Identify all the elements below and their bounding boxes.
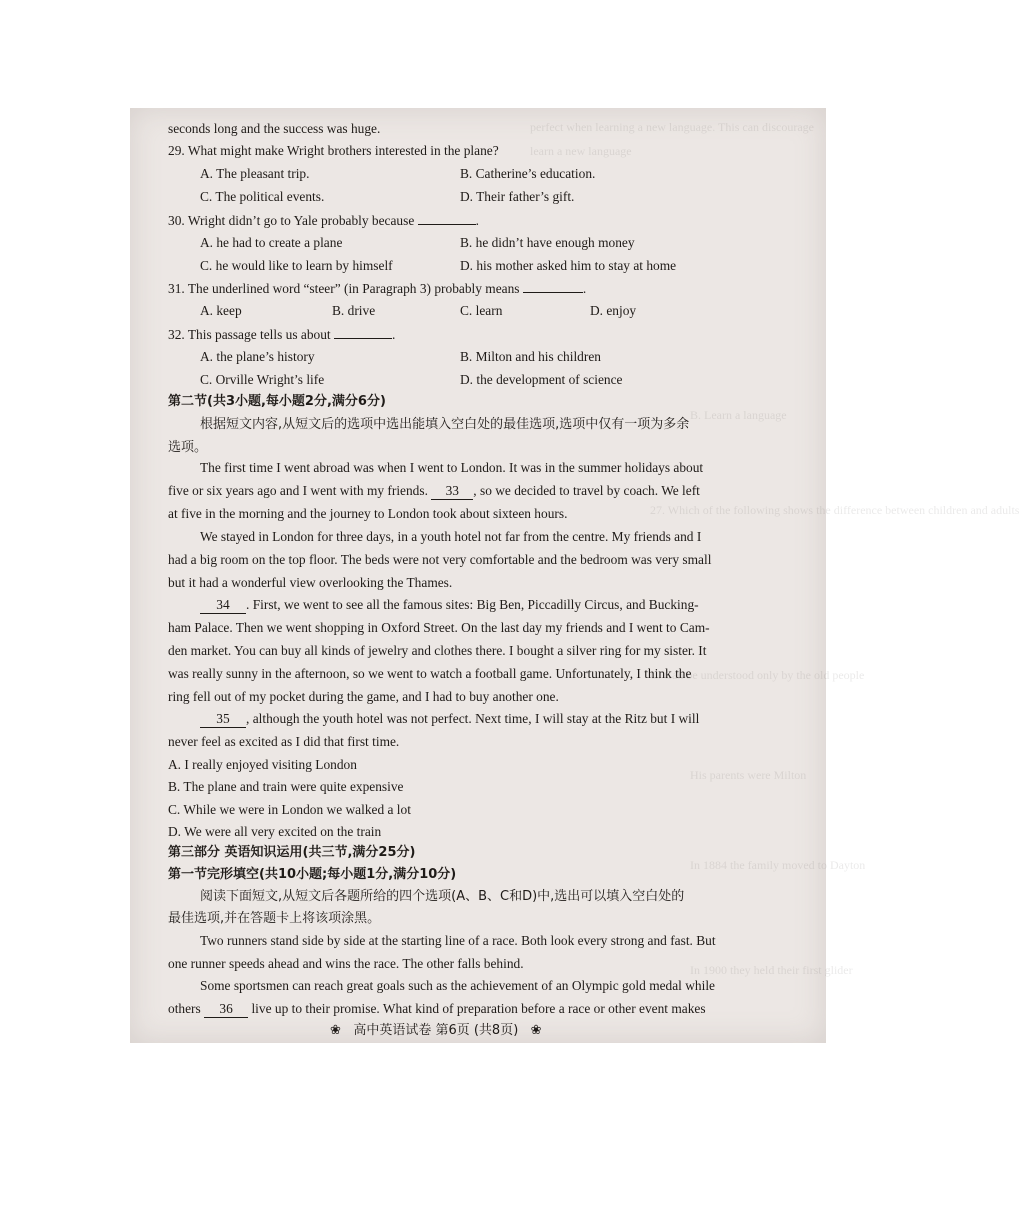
paragraph-line: We stayed in London for three days, in a youth hotel not far from the centre. My friends and I <box>200 529 702 544</box>
option-d: D. We were all very excited on the train <box>168 824 382 839</box>
answer-blank <box>334 326 392 339</box>
answer-blank <box>418 212 476 225</box>
option: A. keep <box>200 303 242 318</box>
page-footer <box>330 1023 542 1039</box>
paragraph-line: The first time I went abroad was when I went to London. It was in the summer holidays about <box>200 460 704 475</box>
option: D. the development of science <box>460 372 623 387</box>
option: B. he didn’t have enough money <box>460 235 635 250</box>
question-32: 32. This passage tells us about . <box>168 327 396 342</box>
section-heading: 第一节完形填空(共10小题;每小题1分,满分10分) <box>168 867 457 882</box>
option: A. The pleasant trip. <box>200 166 310 181</box>
paragraph-line: ring fell out of my pocket during the game, and I had to buy another one. <box>168 689 559 704</box>
instructions: 选项。 <box>168 440 208 455</box>
question-29: 29. What might make Wright brothers interested in the plane? <box>168 143 499 158</box>
option: C. Orville Wright’s life <box>200 372 325 387</box>
ornament-icon: ❀ <box>530 1023 542 1038</box>
paragraph-line: at five in the morning and the journey to London took about sixteen hours. <box>168 506 568 521</box>
footer-text: 高中英语试卷 第6页 (共8页) <box>353 1023 519 1038</box>
option-b: B. The plane and train were quite expensive <box>168 779 404 794</box>
option-c: C. While we were in London we walked a lot <box>168 802 411 817</box>
blank-34: 34 <box>200 597 246 614</box>
option: D. enjoy <box>590 303 637 318</box>
section-heading: 第二节(共3小题,每小题2分,满分6分) <box>168 394 386 409</box>
text-line: seconds long and the success was huge. <box>168 121 381 136</box>
instructions: 根据短文内容,从短文后的选项中选出能填入空白处的最佳选项,选项中仅有一项为多余 <box>200 417 690 432</box>
paragraph-line: others 36 live up to their promise. What kind of preparation before a race or other event makes <box>168 1001 706 1016</box>
option: C. learn <box>460 303 503 318</box>
option: D. Their father’s gift. <box>460 189 575 204</box>
answer-blank <box>523 280 583 293</box>
paragraph-line: 35 , although the youth hotel was not perfect. Next time, I will stay at the Ritz but I will <box>200 711 699 728</box>
scanned-page: perfect when learning a new language. This can discourage learn a new language B. Learn a language 27. Which of the following shows the difference between children and adults C. Can be understood only by the old people His parents were Milton In 1884 the family moved to Dayton In 1900 they held their first glider seconds long and the success was huge. 29. What might make Wright brothers interested in the plane? A. The pleasant trip. B. Catherine’s education. C. The political events. D. Their father’s gift. 30. Wright didn’t go to Yale probably because . A. he had to create a plane B. he didn’t have enough money C. he would like to learn by himself D. his mother asked him to stay at home 31. The underlined word “steer” (in Paragraph 3) probably means . A. keep B. drive C. learn D. enjoy 32. This passage tells us about . A. the plane’s history B. Milton and his children C. Orville Wright’s life D. the development of science 第二节(共3小题,每小题2分,满分6分) 根据短文内容,从短文后的选项中选出能填入空白处的最佳选项,选项中仅有一项为多余 选项。 The first time I went abroad was when I went to London. It was in the summer holidays about five or six years ago and I went with my friends. 33 , so we decided to travel by coach. We left at five in the morning and the journey to London took about sixteen hours. We stayed in London for three days, in a youth hotel not far from the centre. My friends and I had a big room on the top floor. The beds were not very comfortable and the bedroom was very small but it had a wonderful view overlooking the Thames. 34 . First, we went to see all the famous sites: Big Ben, Piccadilly Circus, and Bucking- ham Palace. Then we went shopping in Oxford Street. On the last day my friends and I went to Cam- den market. You can buy all kinds of jewelry and clothes there. I bought a silver ring for my sister. It was really sunny in the afternoon, so we went to watch a football game. Unfortunately, I think the ring fell out of my pocket during the game, and I had to buy another one. 35 , although the youth hotel was not perfect. Next time, I will stay at the Ritz but I will never feel as excited as I did that first time. A. I really enjoyed visiting London B. The plane and train were quite expensive C. While we were in London we walked a lot D. We were all very excited on the train 第三部分 英语知识运用(共三节,满分25分) 第一节完形填空(共10小题;每小题1分,满分10分) 阅读下面短文,从短文后各题所给的四个选项(A、B、C和D)中,选出可以填入空白处的 最佳选项,并在答题卡上将该项涂黑。 Two runners stand side by side at the starting line of a race. Both look every strong and fast. But one runner speeds ahead and wins the race. The other falls behind. Some sportsmen can reach great goals such as the achievement of an Olympic gold medal while others 36 live up to their promise. What kind of preparation before a race or other event makes ❀ 高中英语试卷 第6页 (共8页) ❀ <box>130 108 826 1043</box>
instructions: 阅读下面短文,从短文后各题所给的四个选项(A、B、C和D)中,选出可以填入空白处的 <box>200 889 685 904</box>
option: B. Milton and his children <box>460 349 601 364</box>
option: A. the plane’s history <box>200 349 315 364</box>
blank-33: 33 <box>431 483 473 500</box>
paragraph-line: one runner speeds ahead and wins the race. The other falls behind. <box>168 956 524 971</box>
option-a: A. I really enjoyed visiting London <box>168 757 357 772</box>
option: C. The political events. <box>200 189 325 204</box>
part-heading: 第三部分 英语知识运用(共三节,满分25分) <box>168 845 416 860</box>
paragraph-line: Some sportsmen can reach great goals such as the achievement of an Olympic gold medal while <box>200 978 716 993</box>
paragraph-line: five or six years ago and I went with my friends. 33 , so we decided to travel by coach. We left <box>168 483 700 498</box>
paragraph-line: never feel as excited as I did that first time. <box>168 734 400 749</box>
option: B. Catherine’s education. <box>460 166 596 181</box>
question-31: 31. The underlined word “steer” (in Paragraph 3) probably means . <box>168 281 587 296</box>
paragraph-line: was really sunny in the afternoon, so we went to watch a football game. Unfortunately, I think the <box>168 666 692 681</box>
option: A. he had to create a plane <box>200 235 343 250</box>
paragraph-line: 34 . First, we went to see all the famous sites: Big Ben, Piccadilly Circus, and Bucking- <box>200 597 699 614</box>
blank-35: 35 <box>200 711 246 728</box>
blank-36: 36 <box>204 1001 248 1018</box>
paragraph-line: ham Palace. Then we went shopping in Oxford Street. On the last day my friends and I went to Cam- <box>168 620 710 635</box>
option: D. his mother asked him to stay at home <box>460 258 677 273</box>
paragraph-line: but it had a wonderful view overlooking the Thames. <box>168 575 453 590</box>
paragraph-line: had a big room on the top floor. The beds were not very comfortable and the bedroom was very small <box>168 552 712 567</box>
instructions: 最佳选项,并在答题卡上将该项涂黑。 <box>168 911 381 926</box>
question-30: 30. Wright didn’t go to Yale probably because . <box>168 213 480 228</box>
option: C. he would like to learn by himself <box>200 258 393 273</box>
ornament-icon: ❀ <box>330 1023 341 1038</box>
option: B. drive <box>332 303 376 318</box>
paragraph-line: Two runners stand side by side at the starting line of a race. Both look every strong and fast. But <box>200 933 716 948</box>
paragraph-line: den market. You can buy all kinds of jewelry and clothes there. I bought a silver ring for my sister. It <box>168 643 707 658</box>
